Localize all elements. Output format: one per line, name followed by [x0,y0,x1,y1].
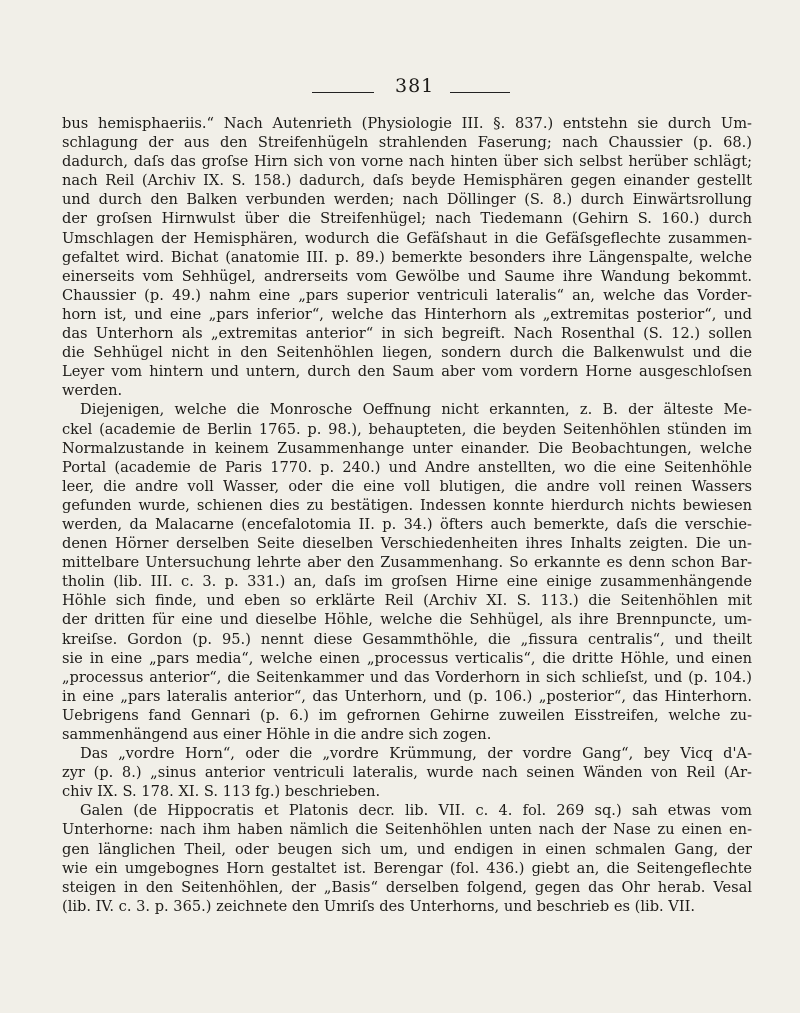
text-line: die Sehhügel nicht in den Seitenhöhlen liegen, sondern durch die Balkenwulst und die [62,344,752,362]
paragraph [62,744,752,801]
text-line: Chaussier (p. 49.) nahm eine „pars superior ventriculi lateralis“ an, welche das Vorder- [62,286,752,304]
text-line: Diejenigen, welche die Monrosche Oeffnung nicht erkannten, z. B. der älteste Me- [80,401,752,419]
text-line: sie in eine „pars media“, welche einen „processus verticalis“, die dritte Höhle, und einen [62,649,752,667]
text-line: Galen (de Hippocratis et Platonis decr. lib. VII. c. 4. fol. 269 sq.) sah etwas vom [80,802,752,820]
header-rule-right [450,92,510,93]
text-line: gefaltet wird. Bichat (anatomie III. p. 89.) bemerkte besonders ihre Längenspalte, welche [62,248,752,266]
text-line: werden, da Malacarne (encefalotomia II. p. 34.) öfters auch bemerkte, daſs die verschie- [62,515,752,533]
text-line: Uebrigens fand Gennari (p. 6.) im gefrornen Gehirne zuweilen Eisstreifen, welche zu- [62,706,752,724]
text-line: nach Reil (Archiv IX. S. 158.) dadurch, daſs beyde Hemisphären gegen einander gestellt [62,172,752,190]
text-line: in eine „pars lateralis anterior“, das Unterhorn, und (p. 106.) „posterior“, das Hinterhorn. [62,687,752,705]
text-line: der groſsen Hirnwulst über die Streifenhügel; nach Tiedemann (Gehirn S. 160.) durch [62,210,752,228]
text-line: Portal (academie de Paris 1770. p. 240.) und Andre anstellten, wo die eine Seitenhöhle [62,458,752,476]
text-line: kreiſse. Gordon (p. 95.) nennt diese Gesammthöhle, die „fissura centralis“, und theilt [62,630,752,648]
text-line: tholin (lib. III. c. 3. p. 331.) an, daſs im groſsen Hirne eine einige zusammenhängende [62,573,752,591]
text-line: gefunden wurde, schienen dies zu bestätigen. Indessen konnte hierdurch nichts bewiesen [62,496,752,514]
paragraph [62,801,752,916]
body-text [62,114,752,916]
text-line: der dritten für eine und dieselbe Höhle, welche die Sehhügel, als ihre Brennpuncte, um- [62,611,752,629]
text-line: werden. [62,382,123,400]
text-line: Leyer vom hintern und untern, durch den Saum aber vom vordern Horne ausgeschloſsen [62,363,752,381]
text-line: ckel (academie de Berlin 1765. p. 98.), behaupteten, die beyden Seitenhöhlen stünden im [62,420,752,438]
text-line: und durch den Balken verbunden werden; nach Döllinger (S. 8.) durch Einwärtsrollung [62,191,752,209]
text-line: Unterhorne: nach ihm haben nämlich die Seitenhöhlen unten nach der Nase zu einen en- [62,821,752,839]
text-line: leer, die andre voll Wasser, oder die eine voll blutigen, die andre voll reinen Wassers [62,477,752,495]
text-line: steigen in den Seitenhöhlen, der „Basis“ derselben folgend, gegen das Ohr herab. Vesal [62,878,752,896]
text-line: mittelbare Untersuchung lehrte aber den Zusammenhang. So erkannte es denn schon Bar- [62,554,752,572]
paragraph [62,400,752,744]
text-line: Höhle sich finde, und eben so erklärte Reil (Archiv XI. S. 113.) die Seitenhöhlen mit [62,592,752,610]
text-line: dadurch, daſs das groſse Hirn sich von vorne nach hinten über sich selbst herüber schlägt; [62,153,752,171]
text-line: Normalzustande in keinem Zusammenhange unter einander. Die Beobachtungen, welche [62,439,752,457]
text-line: schlagung der aus den Streifenhügeln strahlenden Faserung; nach Chaussier (p. 68.) [62,134,752,152]
page-header [0,72,800,102]
text-line: gen länglichen Theil, oder beugen sich um, und endigen in einen schmalen Gang, der [62,840,752,858]
text-line: Umschlagen der Hemisphären, wodurch die Gefäſshaut in die Gefäſsgeflechte zusammen- [62,229,752,247]
text-line: sammenhängend aus einer Höhle in die andre sich zogen. [62,726,492,743]
text-line: horn ist, und eine „pars inferior“, welche das Hinterhorn als „extremitas posterior“, und [62,305,752,323]
text-line: einerseits vom Sehhügel, andrerseits vom Gewölbe und Saume ihre Wandung bekommt. [62,267,752,285]
text-line: das Unterhorn als „extremitas anterior“ in sich begreift. Nach Rosenthal (S. 12.) sollen [62,325,752,343]
text-line: Das „vordre Horn“, oder die „vordre Krümmung, der vordre Gang“, bey Vicq d'A- [80,745,752,763]
text-line: „processus anterior“, die Seitenkammer und das Vorderhorn in sich schlieſst, und (p. 104.) [62,668,752,686]
text-line: denen Hörner derselben Seite dieselben Verschiedenheiten ihres Inhalts zeigten. Die un- [62,535,752,553]
text-line: bus hemisphaeriis.“ Nach Autenrieth (Physiologie III. §. 837.) entstehn sie durch Um- [62,115,752,132]
header-rule-left [312,92,374,93]
paragraph [62,114,752,400]
text-line: (lib. IV. c. 3. p. 365.) zeichnete den Umriſs des Unterhorns, und beschrieb es (lib. VII. [62,897,696,915]
text-line: chiv IX. S. 178. XI. S. 113 fg.) beschrieben. [62,783,381,801]
text-line: wie ein umgebognes Horn gestaltet ist. Berengar (fol. 436.) giebt an, die Seitengeflechte [62,859,752,877]
page-number: 381 [395,75,435,97]
text-line: zyr (p. 8.) „sinus anterior ventriculi lateralis, wurde nach seinen Wänden von Reil (Ar- [62,764,752,782]
